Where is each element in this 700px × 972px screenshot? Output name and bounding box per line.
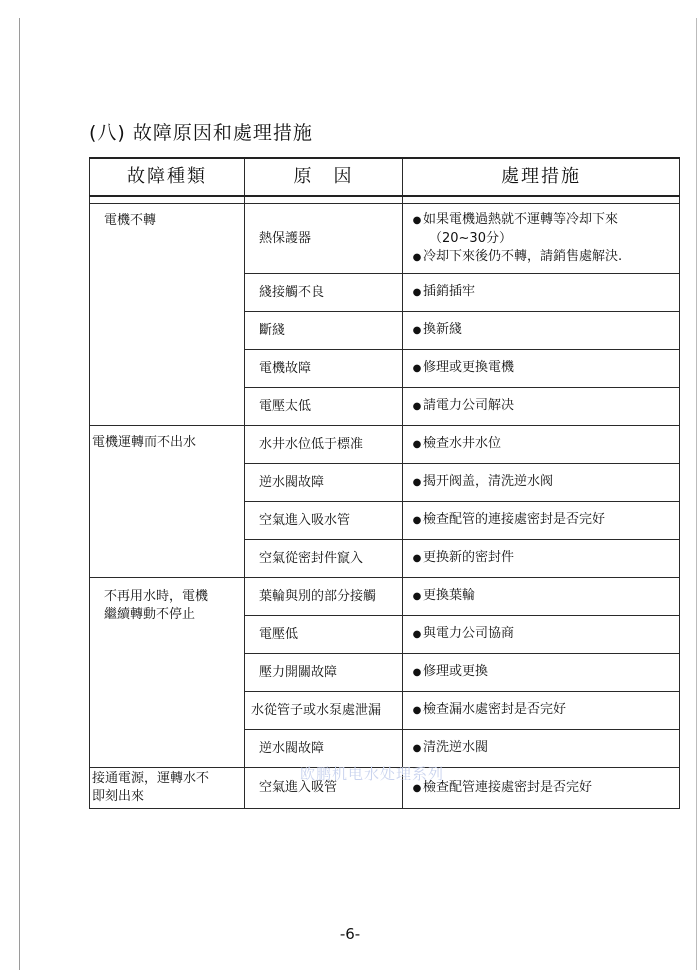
remedy-cell: ● 清洗逆水閥 — [403, 730, 680, 768]
cause-cell: 電壓太低 — [245, 388, 403, 426]
remedy-cell: ● 更換葉輪 — [403, 578, 680, 616]
header-spacer — [90, 196, 680, 204]
bullet-icon: ● — [412, 401, 422, 412]
remedy-cell — [403, 204, 680, 274]
cause-cell: 空氣進入吸水管 — [245, 502, 403, 540]
cause-cell: 逆水閥故障 — [245, 464, 403, 502]
fault-cell: 電機運轉而不出水 — [90, 426, 245, 578]
bullet-icon: ● — [412, 363, 422, 374]
watermark: 欧鹏机电水处理系列 — [300, 765, 445, 783]
cause-cell: 綫接觸不良 — [245, 274, 403, 312]
troubleshooting-table — [89, 157, 680, 809]
bullet-icon: ● — [412, 667, 422, 678]
remedy-line: ● 冷却下來後仍不轉，請銷售處解決. — [411, 248, 679, 267]
table-row — [90, 426, 680, 464]
bullet-icon: ● — [412, 782, 422, 794]
remedy-line: （20~30分） — [429, 230, 512, 246]
bullet-icon: ● — [412, 629, 422, 640]
cause-cell: 空氣進入吸管 — [245, 768, 403, 809]
remedy-cell: ● 修理或更換電機 — [403, 350, 680, 388]
cause-cell: 水從管子或水泵處泄漏 — [245, 692, 403, 730]
fault-cell: 電機不轉 — [90, 204, 245, 426]
remedy-cell: ● 與電力公司協商 — [403, 616, 680, 654]
bullet-icon: ● — [412, 705, 422, 716]
remedy-cell: ● 換新綫 — [403, 312, 680, 350]
remedy-cell: ● 請電力公司解决 — [403, 388, 680, 426]
section-title: (八) 故障原因和處理措施 — [89, 122, 313, 144]
header-remedy: 處理措施 — [403, 158, 680, 196]
cause-cell: 逆水閥故障 — [245, 730, 403, 768]
table-header-row — [90, 158, 680, 196]
cause-cell: 水井水位低于標准 — [245, 426, 403, 464]
remedy-cell: ● 更换新的密封件 — [403, 540, 680, 578]
cause-cell: 壓力開關故障 — [245, 654, 403, 692]
fault-cell: 不再用水時，電機 繼續轉動不停止 — [90, 578, 245, 768]
bullet-icon: ● — [412, 214, 422, 226]
remedy-cell: ● 檢查漏水處密封是否完好 — [403, 692, 680, 730]
table-row — [90, 204, 680, 274]
bullet-icon: ● — [412, 439, 422, 450]
remedy-cell: ● 修理或更換 — [403, 654, 680, 692]
bullet-icon: ● — [412, 325, 422, 336]
header-cause: 原 因 — [245, 158, 403, 196]
table-row — [90, 578, 680, 616]
remedy-cell: ● 檢查配管的連接處密封是否完好 — [403, 502, 680, 540]
cause-cell: 空氣從密封件竄入 — [245, 540, 403, 578]
bullet-icon: ● — [412, 743, 422, 754]
bullet-icon: ● — [412, 553, 422, 564]
bullet-icon: ● — [412, 591, 422, 602]
remedy-cell: ● 檢查水井水位 — [403, 426, 680, 464]
cause-cell: 電壓低 — [245, 616, 403, 654]
cause-cell: 葉輪與別的部分接觸 — [245, 578, 403, 616]
bullet-icon: ● — [412, 251, 422, 263]
remedy-line: ● 如果電機過熱就不運轉等冷却下來 — [411, 211, 679, 230]
bullet-icon: ● — [412, 287, 422, 298]
bullet-icon: ● — [412, 515, 422, 526]
remedy-cell: ● 檢查配管連接處密封是否完好 — [403, 768, 680, 809]
header-fault-type: 故障種類 — [90, 158, 245, 196]
cause-cell: 電機故障 — [245, 350, 403, 388]
page-number: -6- — [339, 925, 361, 943]
remedy-cell: ● 揭开阀盖，清洗逆水阀 — [403, 464, 680, 502]
cause-cell: 熱保護器 — [245, 204, 403, 274]
cause-cell: 斷綫 — [245, 312, 403, 350]
fault-cell: 接通電源，運轉水不 即刻出來 — [90, 768, 245, 809]
bullet-icon: ● — [412, 477, 422, 488]
remedy-cell: ● 插銷插牢 — [403, 274, 680, 312]
